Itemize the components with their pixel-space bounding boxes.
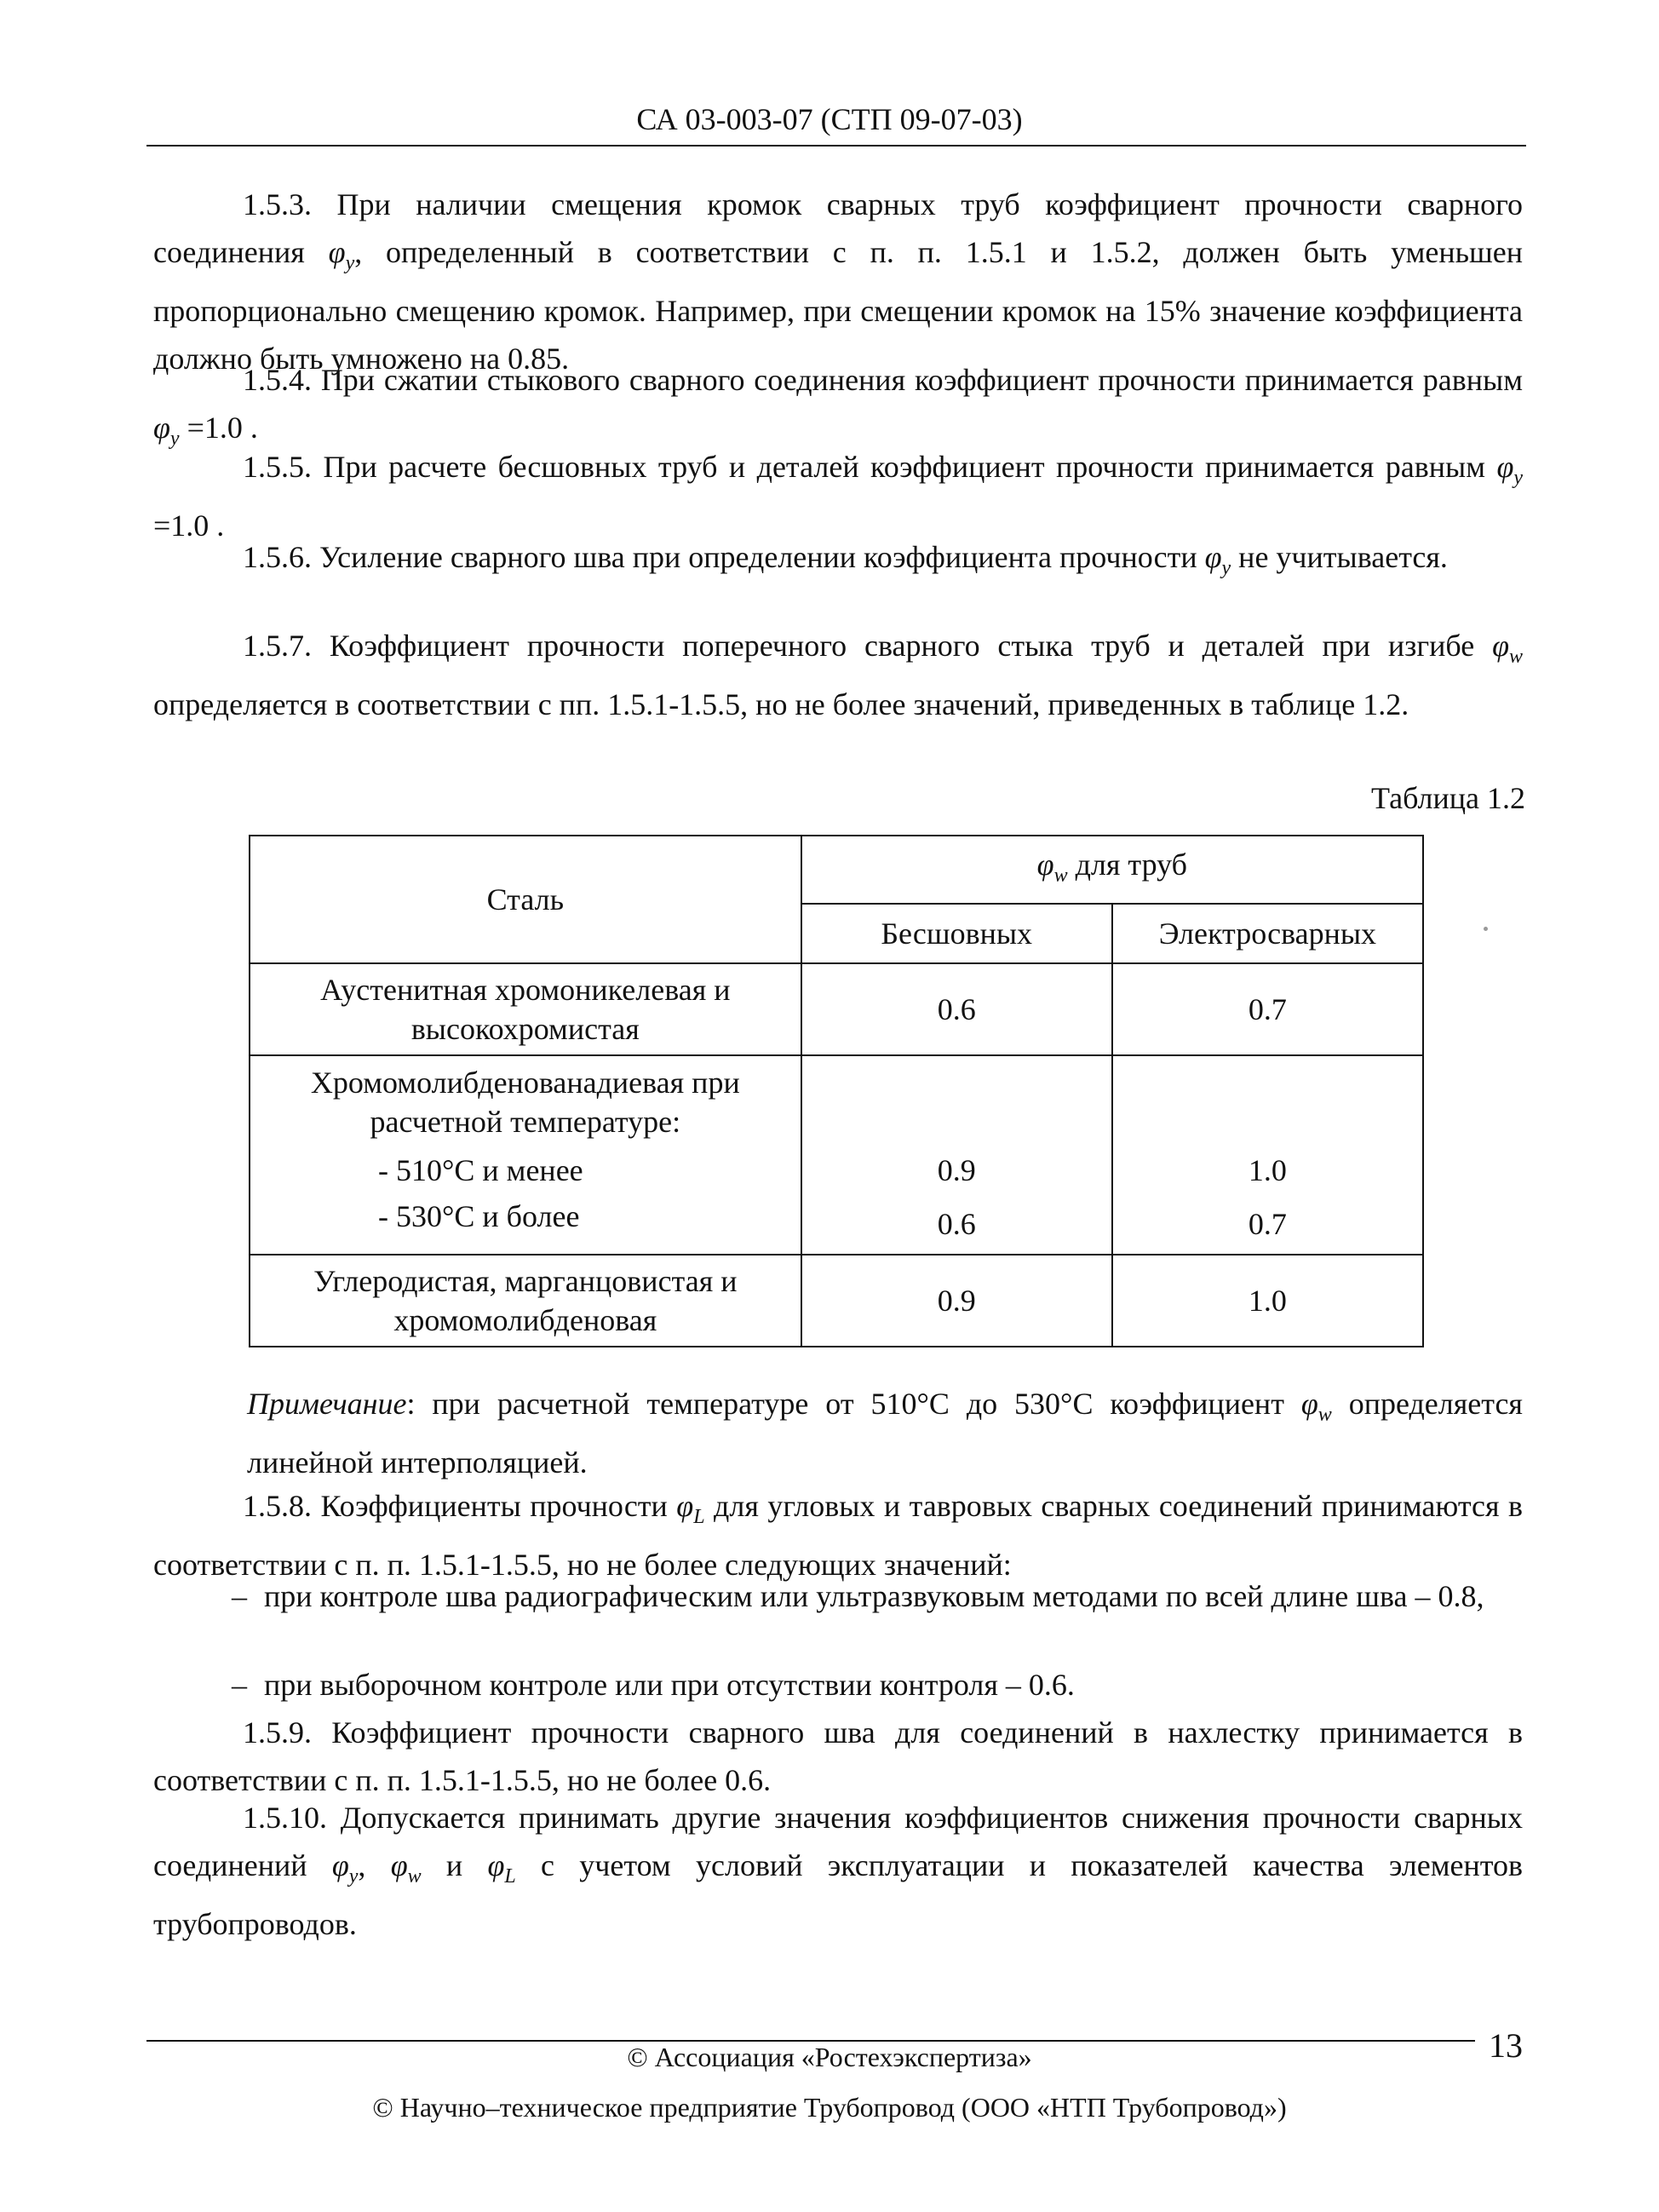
paragraph-1-5-6: 1.5.6. Усиление сварного шва при определении коэффициента прочности $\varphi_y$ не учитывается. (243, 540, 1448, 579)
table-row: Хромомолибденованадиевая при расчетной температуре: (250, 1055, 1423, 1147)
phi-symbol: φ (331, 1848, 349, 1882)
table-note: Примечание: при расчетной температуре от 510°С до 530°С коэффициент $\varphi_w$ определяется линейной интерполяцией. (247, 1387, 1523, 1479)
paragraph-1-5-4: 1.5.4. При сжатии стыкового сварного соединения коэффициент прочности принимается равным $\varphi_y =1.0$ . (153, 363, 1523, 450)
phi-symbol: φ (676, 1489, 694, 1523)
phi-symbol: φ (1492, 629, 1509, 663)
table-row: Аустенитная хромоникелевая и высокохромистая 0.6 0.7 (250, 963, 1423, 1055)
table-caption: Таблица 1.2 (1371, 781, 1525, 815)
header-seamless: Бесшовных (801, 904, 1112, 963)
footer-copyright-2: © Научно–техническое предприятие Трубопровод (ООО «НТП Трубопровод») (372, 2092, 1287, 2123)
phi-symbol: φ (1300, 1387, 1318, 1421)
paragraph-1-5-10: 1.5.10. Допускается принимать другие значения коэффициентов снижения прочности сварных соединений $\varphi_y$, $\varphi_w$ и $\varphi_L$ с учетом условий эксплуатации и показателей качества элементов трубопроводов. (153, 1801, 1523, 1941)
header-rule (146, 145, 1526, 147)
paragraph-1-5-3: 1.5.3. При наличии смещения кромок сварных труб коэффициент прочности сварного соединения $\varphi_y$, определенный в соответствии с п. п. 1.5.1 и 1.5.2, должен быть уменьшен пропорционально смещению кромок. Например, при смещении кромок на 15% значение коэффициента должно быть умножено на 0.85. (153, 187, 1523, 376)
phi-symbol: φ (487, 1848, 505, 1882)
phi-symbol: φ (390, 1848, 408, 1882)
phi-symbol: φ (328, 235, 346, 269)
paragraph-1-5-9: 1.5.9. Коэффициент прочности сварного шва для соединений в нахлестку принимается в соответствии с п. п. 1.5.1-1.5.5, но не более 0.6. (153, 1715, 1523, 1797)
paragraph-1-5-8: 1.5.8. Коэффициенты прочности $\varphi_L$ для угловых и тавровых сварных соединений принимаются в соответствии с п. п. 1.5.1-1.5.5, но не более следующих значений: (153, 1489, 1523, 1582)
header-phi-w-group: $\varphi_w$ для труб (801, 836, 1423, 904)
phi-symbol: φ (1496, 450, 1514, 484)
paragraph-1-5-5: 1.5.5. При расчете бесшовных труб и деталей коэффициент прочности принимается равным $\varphi_y =1.0$ . (153, 450, 1524, 543)
header-steel: Сталь (250, 836, 801, 963)
footer-copyright-1: © Ассоциация «Ростехэкспертиза» (627, 2042, 1032, 2072)
phi-symbol: φ (1204, 540, 1222, 574)
table-row: - 530°С и более 0.6 0.7 (250, 1193, 1423, 1255)
list-item: – при контроле шва радиографическим или ультразвуковым методами по всей длине шва – 0.8, (232, 1579, 1484, 1613)
header-welded: Электросварных (1112, 904, 1423, 963)
table-row: - 510°С и менее 0.9 1.0 (250, 1147, 1423, 1193)
phi-symbol: φ (153, 411, 170, 445)
table-row: Углеродистая, марганцовистая и хромомолибденовая 0.9 1.0 (250, 1255, 1423, 1347)
coefficient-table (249, 835, 1424, 1347)
list-item: – при выборочном контроле или при отсутствии контроля – 0.6. (232, 1668, 1075, 1702)
paragraph-1-5-7: 1.5.7. Коэффициент прочности поперечного сварного стыка труб и деталей при изгибе $\varphi_w$ определяется в соответствии с пп. 1.5.1-1.5.5, но не более значений, приведенных в таблице 1.2. (153, 629, 1523, 721)
scan-speck (1484, 927, 1488, 931)
document-code-header: СА 03-003-07 (СТП 09-07-03) (636, 102, 1023, 136)
page-number: 13 (1489, 2026, 1523, 2065)
